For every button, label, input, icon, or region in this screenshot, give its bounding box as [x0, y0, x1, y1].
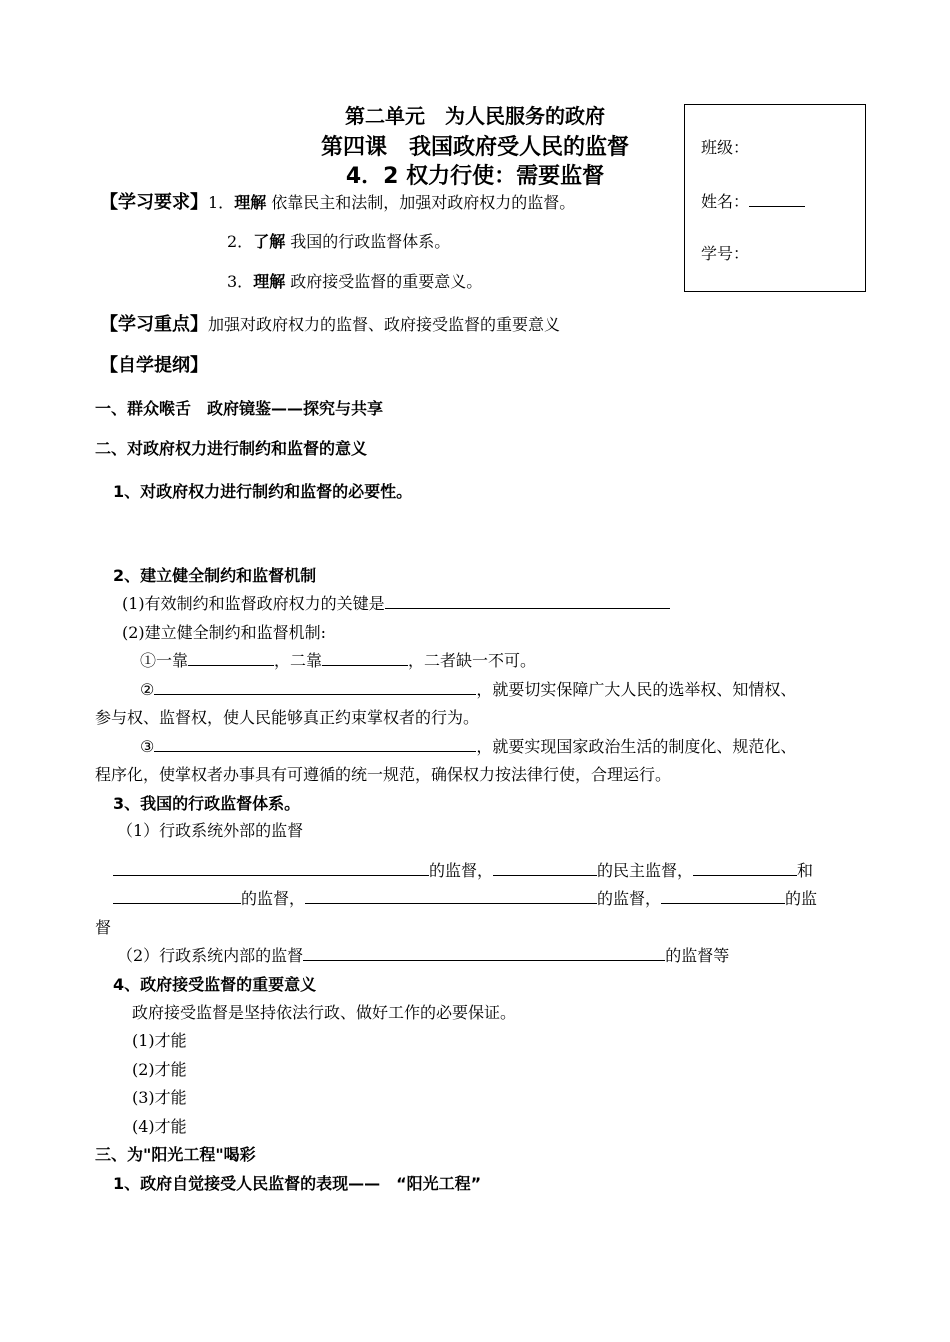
- unit-title: 第二单元 为人民服务的政府: [345, 104, 605, 128]
- section-2-3-heading: 3、我国的行政监督体系。: [113, 794, 301, 813]
- item-text: 的监: [785, 889, 818, 908]
- item-text: ，就要切实保障广大人民的选举权、知情权、: [476, 680, 797, 699]
- req-num: 3．: [227, 272, 254, 291]
- item-text: 的监督，: [597, 889, 662, 908]
- section-3-1-heading: 1、政府自觉接受人民监督的表现—— “阳光工程”: [113, 1174, 482, 1193]
- item-2-3-1-line3: 督: [95, 918, 112, 937]
- name-label: 姓名：: [701, 192, 750, 211]
- name-blank[interactable]: [749, 191, 805, 207]
- item-2-2-2-3-cont: 程序化，使掌权者办事具有可遵循的统一规范，确保权力按法律行使，合理运行。: [95, 765, 672, 784]
- req-verb: 理解: [253, 272, 286, 291]
- item-2-3-1: （1）行政系统外部的监督: [117, 821, 304, 840]
- key-points-heading: 【学习重点】: [100, 314, 208, 335]
- item-2-2-2-2-cont: 参与权、监督权，使人民能够真正约束掌权者的行为。: [95, 708, 480, 727]
- outline-heading: 【自学提纲】: [100, 355, 208, 376]
- lesson-title: 第四课 我国政府受人民的监督: [320, 135, 629, 160]
- item-text: ②: [140, 680, 155, 699]
- fill-blank[interactable]: [113, 860, 429, 876]
- fill-blank[interactable]: [154, 679, 476, 695]
- section-3-heading: 三、为"阳光工程"喝彩: [95, 1145, 256, 1164]
- section-title: 4．2 权力行使：需要监督: [345, 164, 605, 189]
- fill-blank[interactable]: [493, 860, 597, 876]
- fill-blank[interactable]: [188, 650, 274, 666]
- fill-blank[interactable]: [322, 650, 408, 666]
- item-text: ③: [140, 737, 155, 756]
- item-text: ①一靠: [140, 651, 189, 670]
- section-2-2-heading: 2、建立健全制约和监督机制: [113, 566, 317, 585]
- item-text: 的监督，: [241, 889, 306, 908]
- requirement-2: [227, 229, 450, 252]
- class-label: 班级：: [701, 138, 750, 157]
- student-info-box: [684, 104, 866, 292]
- fill-blank[interactable]: [113, 888, 241, 904]
- importance-item-4: (4)才能: [132, 1117, 187, 1136]
- item-text: 和: [797, 861, 814, 880]
- item-text: ，二靠: [274, 651, 323, 670]
- item-2-2-2-1: [140, 648, 536, 671]
- section-1-heading: 一、群众喉舌 政府镜鉴——探究与共享: [95, 399, 384, 418]
- item-2-3-2: [117, 943, 729, 966]
- item-2-3-1-line2: [113, 886, 817, 909]
- importance-item-1: (1)才能: [132, 1031, 187, 1050]
- item-text: （2）行政系统内部的监督: [117, 946, 304, 965]
- req-text: 政府接受监督的重要意义。: [285, 272, 483, 291]
- req-text: 我国的行政监督体系。: [285, 232, 451, 251]
- importance-item-2: (2)才能: [132, 1060, 187, 1079]
- key-points-text: 加强对政府权力的监督、政府接受监督的重要意义: [208, 315, 561, 334]
- section-2-4-intro: 政府接受监督是坚持依法行政、做好工作的必要保证。: [132, 1003, 517, 1022]
- item-2-3-1-line1: [113, 858, 813, 881]
- id-label: 学号：: [701, 244, 750, 263]
- item-text: ，就要实现国家政治生活的制度化、规范化、: [476, 737, 797, 756]
- requirements-heading: 【学习要求】: [100, 192, 208, 213]
- requirement-1: [100, 188, 575, 214]
- importance-item-3: (3)才能: [132, 1088, 187, 1107]
- fill-blank[interactable]: [305, 888, 597, 904]
- req-text: 依靠民主和法制，加强对政府权力的监督。: [266, 193, 576, 212]
- item-text: 的监督，: [429, 861, 494, 880]
- req-num: 1．: [208, 193, 235, 212]
- fill-blank[interactable]: [693, 860, 797, 876]
- name-field[interactable]: [701, 189, 805, 212]
- section-2-4-heading: 4、政府接受监督的重要意义: [113, 975, 317, 994]
- fill-blank[interactable]: [661, 888, 785, 904]
- item-2-2-1: [122, 591, 670, 614]
- key-points: [100, 310, 560, 336]
- fill-blank[interactable]: [303, 945, 665, 961]
- item-text: 的监督等: [665, 946, 730, 965]
- item-2-2-2: (2)建立健全制约和监督机制:: [122, 623, 327, 642]
- item-2-2-2-3: [140, 734, 796, 757]
- item-text: 的民主监督，: [597, 861, 694, 880]
- req-verb: 理解: [234, 193, 267, 212]
- item-2-2-2-2: [140, 677, 796, 700]
- item-text: (1)有效制约和监督政府权力的关键是: [122, 594, 385, 613]
- req-verb: 了解: [253, 232, 286, 251]
- item-text: ，二者缺一不可。: [408, 651, 537, 670]
- requirement-3: [227, 269, 482, 292]
- fill-blank[interactable]: [154, 736, 476, 752]
- req-num: 2．: [227, 232, 254, 251]
- fill-blank[interactable]: [385, 593, 670, 609]
- section-2-heading: 二、对政府权力进行制约和监督的意义: [95, 439, 368, 458]
- section-2-1-heading: 1、对政府权力进行制约和监督的必要性。: [113, 482, 413, 501]
